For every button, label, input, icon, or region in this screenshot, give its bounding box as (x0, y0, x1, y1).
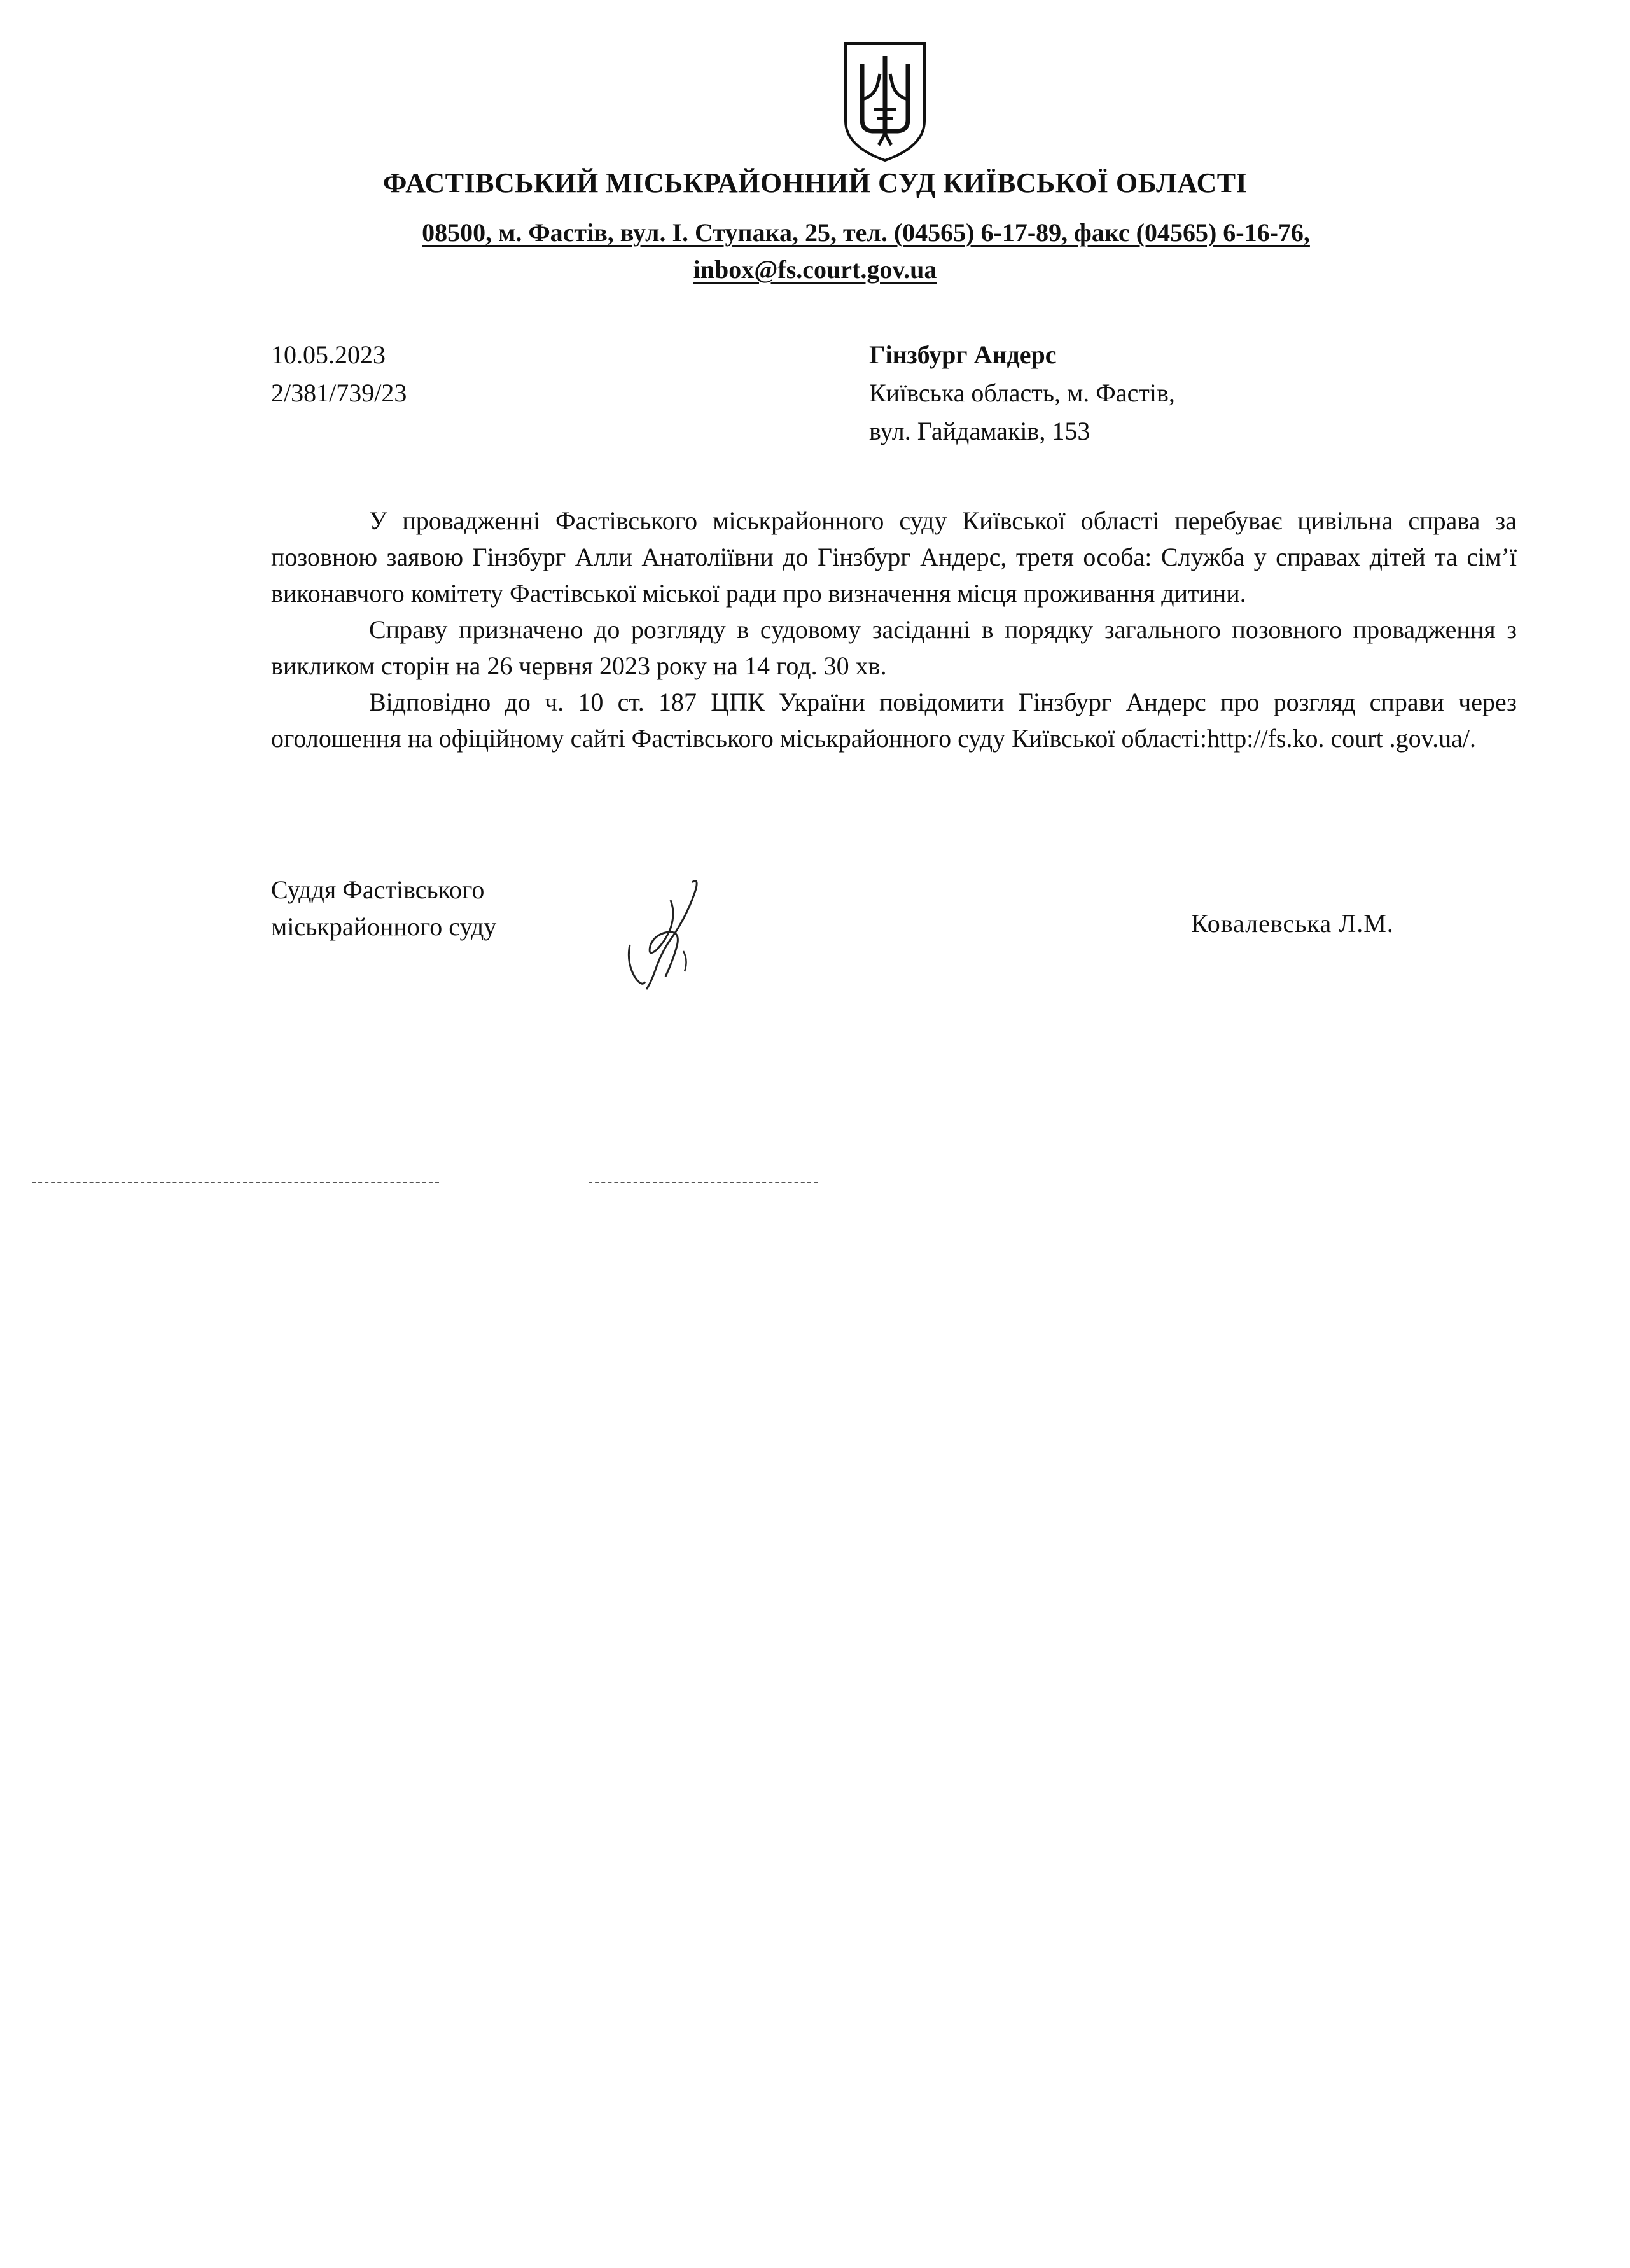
court-email-line (0, 254, 1630, 284)
recipient-name: Гінзбург Андерс (869, 340, 1057, 369)
letter-reference-number: 2/381/739/23 (271, 379, 407, 407)
judge-name: Ковалевська Л.М. (1191, 909, 1394, 938)
recipient-address-line2: вул. Гайдамаків, 153 (869, 417, 1090, 445)
court-address-text: 08500, м. Фастів, вул. І. Ступака, 25, тел. (04565) 6-17-89, факс (04565) 6-16-76, (422, 218, 1310, 247)
court-name-heading: ФАСТІВСЬКИЙ МІСЬКРАЙОННИЙ СУД КИЇВСЬКОЇ ОБЛАСТІ (382, 167, 1248, 198)
recipient-block (869, 336, 1175, 450)
court-address-line (51, 218, 1630, 247)
judge-title-line1: Суддя Фастівського (271, 875, 485, 904)
handwritten-signature (617, 875, 732, 996)
letter-date: 10.05.2023 (271, 340, 386, 369)
body-paragraph-1: У провадженні Фастівського міськрайонного суду Київської області перебуває цивільна справа за позовною заявою Гінзбург Алли Анатоліївни до Гінзбург Андерс, третя особа: Служба у справах дітей та сім’ї виконавчого комітету Фастівської міської ради про визначення місця проживання дитини. (271, 506, 1517, 608)
body-paragraph-3: Відповідно до ч. 10 ст. 187 ЦПК України повідомити Гінзбург Андерс про розгляд справи через оголошення на офіційному сайті Фастівського міськрайонного суду Київської області:http://fs.ko. court .gov.ua/. (271, 688, 1517, 753)
judge-title-block (271, 872, 496, 945)
body-paragraph-2: Справу призначено до розгляду в судовому засіданні в порядку загального позовного провадження з викликом сторін на 26 червня 2023 року на 14 год. 30 хв. (271, 615, 1517, 680)
scan-artifact-line-left (32, 1182, 439, 1183)
judge-title-line2: міськрайонного суду (271, 912, 497, 941)
trident-coat-of-arms-icon (840, 38, 930, 164)
letter-meta (271, 336, 407, 412)
recipient-address-line1: Київська область, м. Фастів, (869, 379, 1175, 407)
court-email-text: inbox@fs.court.gov.ua (693, 255, 937, 284)
letter-body (271, 503, 1517, 756)
scan-artifact-line-right (589, 1182, 818, 1183)
